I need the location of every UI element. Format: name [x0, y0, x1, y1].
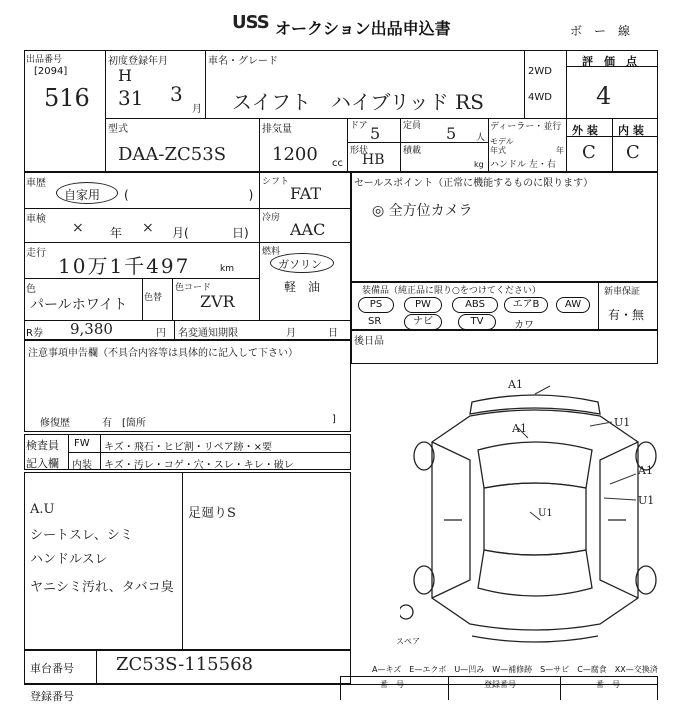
dealer-year-unit: 年	[556, 146, 564, 155]
shift-label: シフト	[262, 177, 290, 187]
footer-col-3: 番 号	[596, 680, 620, 689]
capacity-value: 5	[446, 124, 457, 143]
equip-ps: PS	[358, 297, 394, 313]
capacity-label: 定員	[403, 121, 422, 131]
equip-aw: AW	[556, 297, 590, 313]
repair-close: ]	[332, 414, 336, 425]
inspector-label-1: 検査員	[26, 439, 59, 452]
car-name-label: 車名・グレード	[208, 56, 278, 67]
diagram-mark-4: A1	[638, 464, 653, 477]
inspector-row1-head: FW	[74, 438, 90, 449]
dealer-model-label: モデル	[490, 137, 514, 146]
color-code-label: 色コード	[175, 283, 212, 293]
inspection-y-unit: 年	[110, 226, 123, 240]
mileage-unit: km	[220, 264, 234, 274]
equip-pw: PW	[404, 297, 442, 313]
equip-navi: ナビ	[404, 314, 442, 330]
remark-line-1: A.U	[30, 502, 55, 517]
color-code-value: ZVR	[200, 292, 235, 311]
remark-right-note: 足廻りS	[188, 506, 236, 521]
diagram-mark-6: U1	[538, 508, 553, 519]
shape-value: HB	[362, 152, 385, 168]
equip-airbag: エアB	[504, 297, 548, 313]
diagram-front-outline	[470, 395, 600, 414]
dealer-year-label: 年式	[490, 146, 506, 155]
footer-col-2: 登録番号	[484, 680, 516, 689]
diagram-cabin	[478, 442, 592, 488]
load-unit: kg	[474, 160, 484, 169]
first-registration-month-unit: 月	[192, 104, 202, 115]
vehicle-type-value: 自家用	[64, 188, 101, 202]
chassis-value: ZC53S-115568	[116, 654, 253, 675]
notes-label: 注意事項申告欄（不具合内容等は具体的に記入して下さい）	[28, 348, 298, 359]
color-label: 色	[26, 284, 36, 295]
displacement-unit: cc	[332, 158, 343, 169]
score-value: 4	[596, 82, 612, 110]
color-repaint-label: 色替	[144, 293, 163, 303]
mileage-label: 走行	[26, 248, 46, 259]
model-label: 型式	[108, 124, 128, 135]
equipment-label: 装備品（純正品に限り○をつけてください）	[362, 286, 541, 296]
mileage-value: 10万1千497	[58, 254, 191, 278]
aircon-label: 冷房	[262, 213, 281, 223]
after-sale-frame	[351, 330, 658, 364]
lot-sub-number: [2094]	[34, 66, 68, 77]
sales-point-value: ◎ 全方位カメラ	[372, 203, 473, 219]
fuel-label: 燃料	[262, 247, 281, 257]
remark-line-3: ハンドルスレ	[30, 552, 108, 567]
inspector-row2-head: 内装	[72, 460, 92, 471]
load-label: 積載	[403, 146, 422, 156]
inspector-row1-text: キズ・飛石・ヒビ割・リペア跡・×要	[104, 442, 272, 453]
fuel-alt: 軽 油	[284, 280, 321, 294]
diagram-mark-1: A1	[508, 378, 523, 391]
inspector-row2-text: キズ・汚レ・コゲ・穴・スレ・キレ・破レ	[104, 460, 294, 471]
header-logo: USS	[232, 12, 269, 33]
equip-abs: ABS	[452, 297, 498, 313]
wheel-front-left	[414, 442, 434, 470]
inspection-m-unit: 月(	[172, 226, 189, 240]
after-sale-label: 後日品	[354, 336, 384, 347]
repair-value: 有 [箇所	[102, 418, 146, 429]
spare-wheel	[400, 605, 413, 619]
equip-tv: TV	[458, 314, 496, 330]
aircon-value: AAC	[290, 220, 326, 239]
dealer-label: ディーラー・並行	[490, 122, 562, 132]
equip-leather: カワ	[514, 320, 534, 331]
name-change-month-unit: 月	[286, 328, 296, 339]
car-name-value: スイフト ハイブリッド RS	[232, 90, 484, 114]
diagram-mark-2: A1	[512, 422, 527, 435]
capacity-unit: 人	[476, 133, 486, 143]
fuel-value: ガソリン	[278, 258, 322, 271]
vehicle-type-paren: ( )	[124, 188, 254, 202]
name-change-label: 名変通知期限	[178, 328, 238, 339]
inspection-month: ×	[142, 220, 154, 236]
lot-number: 516	[44, 84, 90, 112]
inspection-label: 車検	[26, 214, 46, 225]
new-car-label: 新車保証	[604, 287, 641, 297]
model-value: DAA-ZC53S	[118, 144, 227, 165]
handle-label: ハンドル 左・右	[490, 160, 556, 170]
recycle-label: R券	[26, 328, 43, 339]
score-label: 評 価 点	[582, 55, 637, 68]
doors-value: 5	[370, 124, 381, 143]
chassis-label: 車台番号	[30, 662, 74, 675]
shift-value: FAT	[290, 184, 322, 203]
new-car-value: 有・無	[608, 308, 645, 322]
footer-col-1: 番 号	[380, 680, 404, 689]
drive-2wd: 2WD	[528, 66, 552, 77]
lot-label: 出品番号	[26, 55, 63, 65]
header-title: オークション出品申込書	[275, 19, 451, 38]
first-registration-year: 31	[118, 86, 144, 110]
wheel-rear-right	[636, 566, 656, 594]
first-registration-label: 初度登録年月	[108, 56, 168, 67]
diagram-mark-3: U1	[614, 416, 631, 429]
first-registration-month: 3	[170, 82, 183, 106]
exterior-label: 外 装	[572, 124, 598, 137]
footer-label: 登録番号	[30, 690, 74, 703]
sales-point-label: セールスポイント（正常に機能するものに限ります）	[354, 178, 594, 189]
remark-line-2: シートスレ、シミ	[30, 528, 133, 543]
displacement-value: 1200	[272, 144, 318, 165]
drive-4wd: 4WD	[528, 92, 552, 103]
vehicle-type-label: 車歴	[26, 178, 46, 189]
repair-label: 修復歴	[40, 418, 70, 429]
interior-label: 内 装	[618, 124, 644, 137]
inspection-day-unit: 日)	[232, 226, 249, 240]
recycle-value: 9,380	[70, 320, 113, 338]
exterior-value: C	[582, 142, 596, 163]
shape-label: 形状	[350, 146, 369, 156]
wheel-rear-left	[414, 566, 434, 594]
remark-line-4: ヤニシミ汚れ、タバコ臭	[30, 580, 174, 595]
interior-value: C	[626, 142, 640, 163]
recycle-unit: 円	[156, 328, 166, 339]
diagram-mark-5: U1	[638, 494, 655, 507]
color-value: パールホワイト	[30, 297, 128, 313]
inspection-year: ×	[72, 220, 84, 236]
equip-sr: SR	[368, 316, 382, 327]
doors-label: ドア	[350, 121, 368, 131]
inspector-label-2: 記入欄	[26, 457, 59, 470]
damage-legend: A—キズ E—エクボ U—凹み W—補修跡 S—サビ C—腐食 XX—交換済	[372, 665, 658, 674]
header-right-marks: ボ ー 線	[570, 24, 631, 38]
name-change-day-unit: 日	[328, 328, 338, 339]
diagram-bottom-note: スペア	[396, 637, 420, 646]
first-registration-era: H	[118, 66, 132, 85]
displacement-label: 排気量	[262, 124, 292, 135]
diagram-body-outline	[432, 410, 638, 630]
